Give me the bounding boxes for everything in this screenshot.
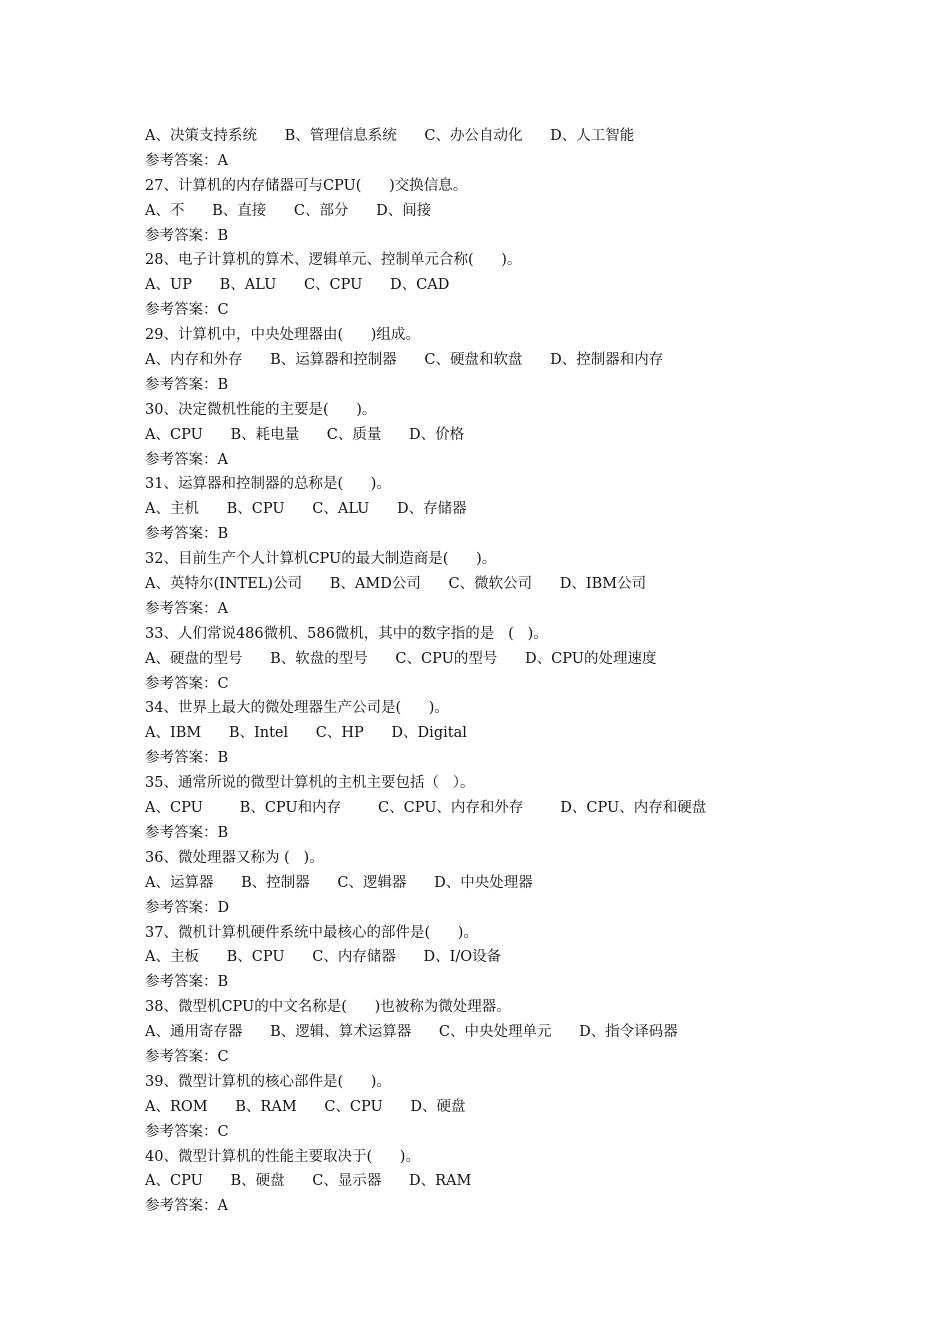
question-line: 29、计算机中，中央处理器由( )组成。	[145, 327, 420, 344]
answer-line: 参考答案：A	[145, 600, 228, 617]
answer-line: 参考答案：B	[145, 526, 229, 543]
answer-line: 参考答案：B	[145, 750, 229, 767]
options-line: A、运算器 B、控制器 C、逻辑器 D、中央处理器	[145, 874, 533, 891]
answer-line: 参考答案：C	[145, 675, 229, 692]
question-line: 36、微处理器又称为 ( )。	[145, 849, 324, 866]
question-line: 31、运算器和控制器的总称是( )。	[145, 476, 391, 493]
question-line: 40、微型计算机的性能主要取决于( )。	[145, 1148, 420, 1165]
options-line: A、CPU B、硬盘 C、显示器 D、RAM	[145, 1173, 472, 1190]
question-line: 34、世界上最大的微处理器生产公司是( )。	[145, 700, 449, 717]
question-line: 38、微型机CPU的中文名称是( )也被称为微处理器。	[145, 999, 511, 1016]
question-text-block	[145, 124, 905, 1219]
answer-line: 参考答案：B	[145, 974, 229, 991]
question-line: 39、微型计算机的核心部件是( )。	[145, 1073, 391, 1090]
question-line: 37、微机计算机硬件系统中最核心的部件是( )。	[145, 924, 478, 941]
options-line: A、CPU B、CPU和内存 C、CPU、内存和外存 D、CPU、内存和硬盘	[145, 800, 707, 817]
options-line: A、通用寄存器 B、逻辑、算术运算器 C、中央处理单元 D、指令译码器	[145, 1024, 678, 1041]
answer-line: 参考答案：A	[145, 1198, 228, 1215]
options-line: A、硬盘的型号 B、软盘的型号 C、CPU的型号 D、CPU的处理速度	[145, 650, 657, 667]
options-line: A、ROM B、RAM C、CPU D、硬盘	[145, 1098, 466, 1115]
question-line: 33、人们常说486微机、586微机，其中的数字指的是 ( )。	[145, 625, 548, 642]
question-line: 30、决定微机性能的主要是( )。	[145, 401, 377, 418]
options-line: A、英特尔(INTEL)公司 B、AMD公司 C、微软公司 D、IBM公司	[145, 576, 647, 593]
question-line: 27、计算机的内存储器可与CPU( )交换信息。	[145, 177, 468, 194]
options-line: A、主板 B、CPU C、内存储器 D、I/O设备	[145, 949, 502, 966]
answer-line: 参考答案：C	[145, 302, 229, 319]
question-line: 28、电子计算机的算术、逻辑单元、控制单元合称( )。	[145, 252, 522, 269]
answer-line: 参考答案：C	[145, 1123, 229, 1140]
options-line: A、IBM B、Intel C、HP D、Digital	[145, 725, 467, 742]
question-line: 35、通常所说的微型计算机的主机主要包括（ ）。	[145, 775, 475, 792]
answer-line: 参考答案：B	[145, 376, 229, 393]
answer-line: 参考答案：D	[145, 899, 230, 916]
options-line: A、内存和外存 B、运算器和控制器 C、硬盘和软盘 D、控制器和内存	[145, 352, 664, 369]
answer-line: 参考答案：A	[145, 152, 228, 169]
options-line: A、主机 B、CPU C、ALU D、存储器	[145, 501, 467, 518]
question-line: 32、目前生产个人计算机CPU的最大制造商是( )。	[145, 551, 497, 568]
answer-line: 参考答案：B	[145, 824, 229, 841]
options-line: A、决策支持系统 B、管理信息系统 C、办公自动化 D、人工智能	[145, 128, 635, 144]
options-line: A、不 B、直接 C、部分 D、间接	[145, 202, 432, 219]
answer-line: 参考答案：C	[145, 1048, 229, 1065]
options-line: A、UP B、ALU C、CPU D、CAD	[145, 277, 450, 294]
answer-line: 参考答案：B	[145, 227, 229, 244]
answer-line: 参考答案：A	[145, 451, 228, 468]
options-line: A、CPU B、耗电量 C、质量 D、价格	[145, 426, 465, 443]
